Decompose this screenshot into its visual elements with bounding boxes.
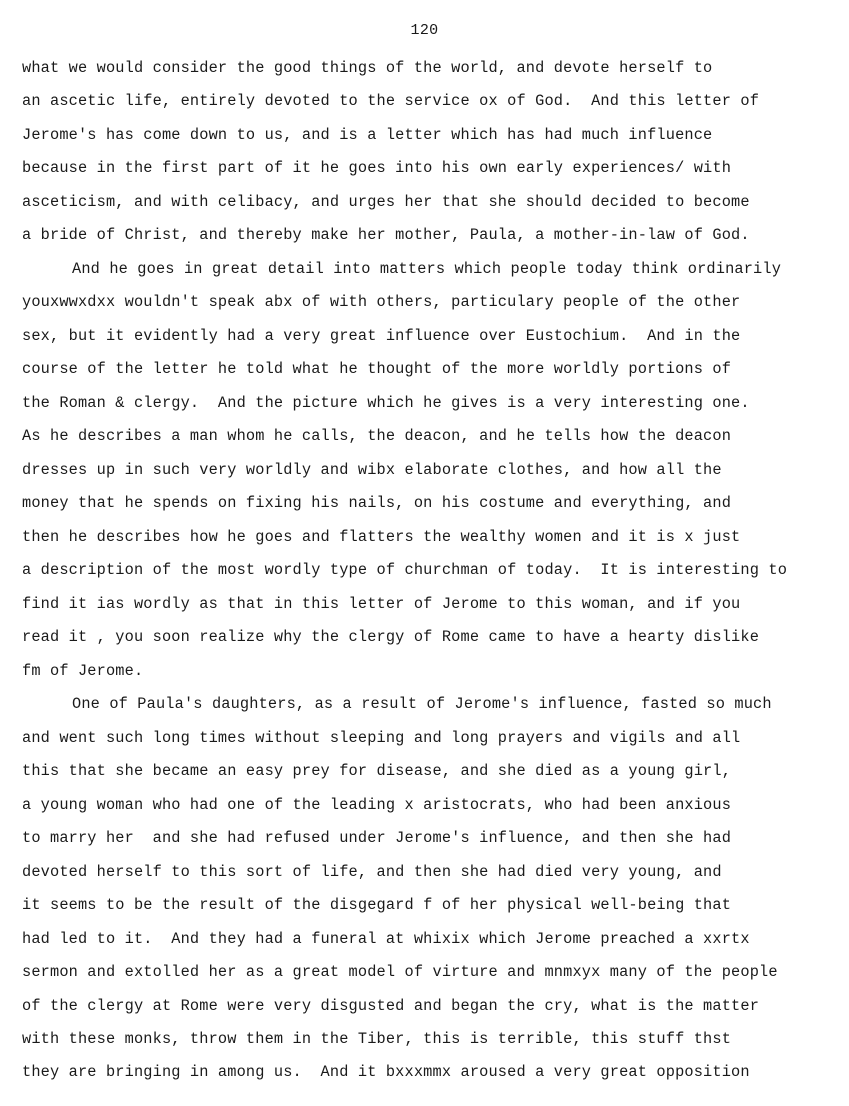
text-line: and went such long times without sleeping and long prayers and vigils and all	[22, 729, 741, 747]
text-line: Jerome's has come down to us, and is a letter which has had much influence	[22, 126, 713, 144]
text-line: sermon and extolled her as a great model of virture and mnmxyx many of the people	[22, 963, 778, 981]
text-line: a description of the most wordly type of churchman of today. It is interesting to	[22, 561, 788, 579]
text-line: they are bringing in among us. And it bxxxmmx aroused a very great opposition	[22, 1063, 750, 1081]
text-line: devoted herself to this sort of life, and then she had died very young, and	[22, 863, 722, 881]
text-line: fm of Jerome.	[22, 662, 144, 680]
text-line: then he describes how he goes and flatters the wealthy women and it is x just	[22, 528, 741, 546]
page-number: 120	[410, 22, 439, 39]
text-line: because in the first part of it he goes into his own early experiences/ with	[22, 159, 732, 177]
text-line: this that she became an easy prey for disease, and she died as a young girl,	[22, 762, 732, 780]
text-line: a young woman who had one of the leading x aristocrats, who had been anxious	[22, 796, 732, 814]
text-line: had led to it. And they had a funeral at whixix which Jerome preached a xxrtx	[22, 930, 750, 948]
text-line: One of Paula's daughters, as a result of Jerome's influence, fasted so much	[72, 695, 772, 713]
text-line: it seems to be the result of the disgegard f of her physical well-being that	[22, 896, 732, 914]
text-line: find it ias wordly as that in this letter of Jerome to this woman, and if you	[22, 595, 741, 613]
text-line: sex, but it evidently had a very great influence over Eustochium. And in the	[22, 327, 741, 345]
text-line: with these monks, throw them in the Tiber, this is terrible, this stuff thst	[22, 1030, 732, 1048]
text-line: read it , you soon realize why the clergy of Rome came to have a hearty dislike	[22, 628, 760, 646]
text-line: dresses up in such very worldly and wibx elaborate clothes, and how all the	[22, 461, 722, 479]
text-line: the Roman & clergy. And the picture which he gives is a very interesting one.	[22, 394, 750, 412]
text-line: asceticism, and with celibacy, and urges her that she should decided to become	[22, 193, 750, 211]
text-line: course of the letter he told what he thought of the more worldly portions of	[22, 360, 732, 378]
text-line: to marry her and she had refused under Jerome's influence, and then she had	[22, 829, 732, 847]
text-line: a bride of Christ, and thereby make her mother, Paula, a mother-in-law of God.	[22, 226, 750, 244]
text-line: youxwwxdxx wouldn't speak abx of with others, particulary people of the other	[22, 293, 741, 311]
text-line: money that he spends on fixing his nails, on his costume and everything, and	[22, 494, 732, 512]
text-line: As he describes a man whom he calls, the deacon, and he tells how the deacon	[22, 427, 732, 445]
text-line: of the clergy at Rome were very disgusted and began the cry, what is the matter	[22, 997, 760, 1015]
text-line: an ascetic life, entirely devoted to the service ox of God. And this letter of	[22, 92, 760, 110]
text-line: what we would consider the good things of the world, and devote herself to	[22, 59, 713, 77]
text-line: And he goes in great detail into matters which people today think ordinarily	[72, 260, 782, 278]
